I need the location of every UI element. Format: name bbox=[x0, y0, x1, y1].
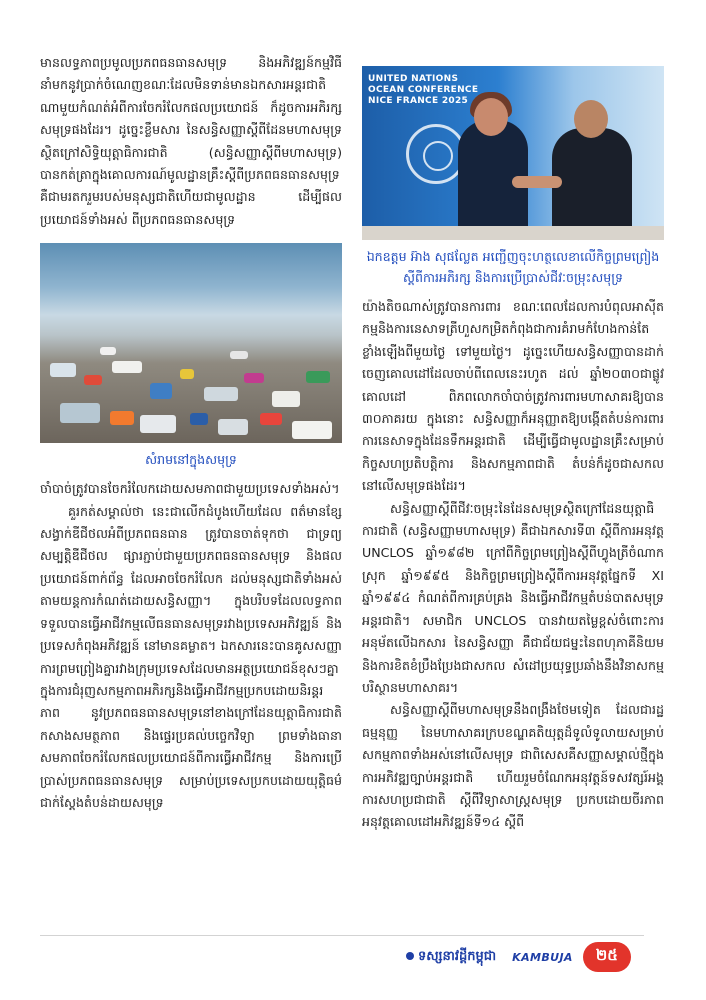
brand-name: KAMBUJA bbox=[512, 950, 573, 964]
beach-pollution-photo bbox=[40, 243, 342, 443]
article-paragraph: សន្ធិសញ្ញាស្តីពីជីវៈចម្រុះនៃដែនសមុទ្រស្ថិតក្រៅដែនយុត្តាធិការជាតិ (សន្ធិសញ្ញាមហាសមុទ្រ) គឺជាឯកសារទី៣ ស្តីពីការអនុវត្ត UNCLOS ឆ្នាំ១៩៨២ ក្រៅពីកិច្ចព្រមព្រៀងស្តីពីហ្វូងត្រីចំណាកស្រុក ឆ្នាំ១៩៩៥ និងកិច្ចព្រមព្រៀងស្តីពីការអនុវត្តផ្នែកទី XI ឆ្នាំ១៩៩៤ កំណត់ពីការគ្រប់គ្រង និងធ្វើអាជីវកម្មតំបន់បាតសមុទ្រអន្តរជាតិ។ សមាជិក UNCLOS បានវាយតម្លៃខ្ពស់ចំពោះការអនុម័តលើឯកសារ នៃសន្ធិសញ្ញា គឺជាជ័យជម្នះនៃពហុភាគីនិយម និងការខិតខំប្រឹងប្រែងជាសកល សំដៅប្រយុទ្ធប្រឆាំងនឹងវិនាសកម្មបរិស្ថានមហាសាគរ។ bbox=[362, 500, 664, 695]
article-paragraph: គួរកត់សម្គាល់ថា នេះជាលើកដំបូងហើយដែល ពត៌មានខ្សែសង្វាក់ឌីជីថលអំពីប្រភពធនធាន ត្រូវបានចាត់ទុកថា ជាទ្រព្យសម្បត្តិឌីជីថល ផ្សារភ្ជាប់ជាមួយប្រភពធនធានសមុទ្រ និងផលប្រយោជន៍ពាក់ព័ន្ធ ដែលអាចចែករំលែក ដល់មនុស្សជាតិទាំងអស់តាមយន្តការកំណត់ដោយសន្ធិសញ្ញា។ ក្នុងបរិបទដែលលទ្ធភាពទទួលបានធ្វើអាជីវកម្មលើធនធានសមុទ្ររវាងប្រទេសអភិវឌ្ឍន៍ និងប្រទេសកំពុងអភិវឌ្ឍន៍ នៅមានគម្លាត។ ឯកសារនេះបានគូសសញ្ញាការព្រមព្រៀងគ្នារវាងក្រុមប្រទេសដែលមានអត្ថប្រយោជន៍ខុសៗគ្នាក្នុងការជំរុញសកម្មភាពអភិរក្សនិងធ្វើអាជីវកម្មប្រកបដោយនិរន្តរភាព នូវប្រភពធនធានសមុទ្រនៅខាងក្រៅដែនយុត្តាធិការជាតិ កសាងសមត្ថភាព និងផ្ទេរប្រគល់បច្ចេកវិទ្យា ព្រមទាំងធានាសមភាពចែករំលែកផលប្រយោជន៍ពីការធ្វើអាជីវកម្ម និងការប្រើប្រាស់ប្រភពធនធានសមុទ្រ សម្រាប់ប្រទេសប្រកបដោយយុត្តិធម៌ ជាក់ស្តែងតំបន់ដាយសមុទ្រ bbox=[40, 503, 342, 810]
photo-caption: សំរាមនៅក្នុងសមុទ្រ bbox=[145, 452, 237, 468]
bullet-dot-icon bbox=[406, 952, 414, 960]
un-conference-photo bbox=[362, 66, 664, 240]
page-number: ២៥ bbox=[583, 942, 631, 972]
footer-divider bbox=[40, 935, 644, 936]
article-paragraph: យ៉ាងតិចណាស់ត្រូវបានការពារ ខណៈពេលដែលការបំពុលអាស៊ីតកម្មនិងការនេសាទត្រីហួសកម្រិតកំពុងជាការគំរាមកំហែងកាន់តែខ្លាំងឡើងពីមួយថ្ងៃ ទៅមួយថ្ងៃ។ ដូច្នេះហើយសន្ធិសញ្ញាបានដាក់ចេញគោលដៅដែលចាប់ពីពេលនេះរហូត ដល់ ឆ្នាំ២០៣០ជាផ្លូវគោលដៅ ពិភពលោកចាំបាច់ត្រូវការពារមហាសាគរឱ្យបាន ៣០ភាគរយ ក្នុងនោះ សន្ធិសញ្ញាក៏អនុញ្ញាតឱ្យបង្កើតតំបន់ការពារការនេសាទក្នុងដែនទឹកអន្តរជាតិ ដើម្បីធ្វើជាមូលដ្ឋានគ្រឹះសម្រាប់កិច្ចសហប្រតិបត្តិការ និងសកម្មភាពជាតិ តំបន់ក៏ដូចជាសកលនៅលើសមុទ្រផងដែរ។ bbox=[362, 299, 664, 494]
article-paragraph: ចាំបាច់ត្រូវបានចែករំលែកដោយសមភាពជាមួយប្រទេសទាំងអស់។ bbox=[40, 481, 340, 497]
right-column bbox=[362, 52, 664, 834]
article-paragraph: សន្ធិសញ្ញាស្តីពីមហាសមុទ្រនឹងពង្រឹងថែមទៀត ដែលជារដ្ឋធម្មនុញ្ញ នៃមហាសាគរក្របខណ្ឌគតិយុត្តដ៏ទូលំទូលាយសម្រាប់សកម្មភាពទាំងអស់នៅលើសមុទ្រ ជាពិសេសគឺសញ្ញាសម្គាល់ថ្មីក្នុងការអភិវឌ្ឍច្បាប់អន្តរជាតិ ហើយរួមចំណែកអនុវត្តន៍ទសវត្សរ៍អង្គការសហប្រជាជាតិ ស្តីពីវិទ្យាសាស្ត្រសមុទ្រ ប្រកបដោយចីរភាព អនុវត្តគោលដៅអភិវឌ្ឍន៍ទី១៤ ស្តីពី bbox=[362, 702, 664, 830]
left-column bbox=[40, 52, 342, 814]
un-emblem-icon bbox=[406, 124, 466, 184]
photo-caption: ឯកឧត្តម អ៊ាង សុផល្លែត អញ្ជើញចុះហត្ថលេខាលើកិច្ចព្រមព្រៀងស្តីពីការអភិរក្ស និងការប្រើប្រាស់ជីវៈចម្រុះសមុទ្រ bbox=[366, 249, 660, 285]
page-footer bbox=[418, 940, 631, 974]
magazine-title: ទស្សនាវដ្ដីកម្ពុជា bbox=[418, 948, 497, 964]
article-paragraph: មានលទ្ធភាពប្រមូលប្រភពធនធានសមុទ្រ និងអភិវឌ្ឍន៍កម្មវិធីនាំមកនូវប្រាក់ចំណេញខណៈដែលមិនទាន់មានឯកសារអន្តរជាតិណាមួយកំណត់អំពីការចែករំលែកផលប្រយោជន៍ ក៏ដូចការអភិរក្សសមុទ្រផងដែរ។ ដូច្នេះខ្លឹមសារ នៃសន្ធិសញ្ញាស្តីពីដែនមហាសមុទ្រស្ថិតក្រៅសិទ្ធិយុត្តាធិការជាតិ (សន្ធិសញ្ញាស្តីពីមហាសមុទ្រ) បានកត់ត្រាក្នុងគោលការណ៍មូលដ្ឋានគ្រឹះស្តីពីប្រភពធនធានសមុទ្រ គឺជាមរតករួមរបស់មនុស្សជាតិហើយជាមូលដ្ឋាន ដើម្បីផលប្រយោជន៍ទាំងអស់ ពីប្រភពធនធានសមុទ្រ bbox=[40, 55, 342, 227]
conference-banner-text: UNITED NATIONS OCEAN CONFERENCE NICE FRANCE 2025 bbox=[368, 74, 479, 106]
